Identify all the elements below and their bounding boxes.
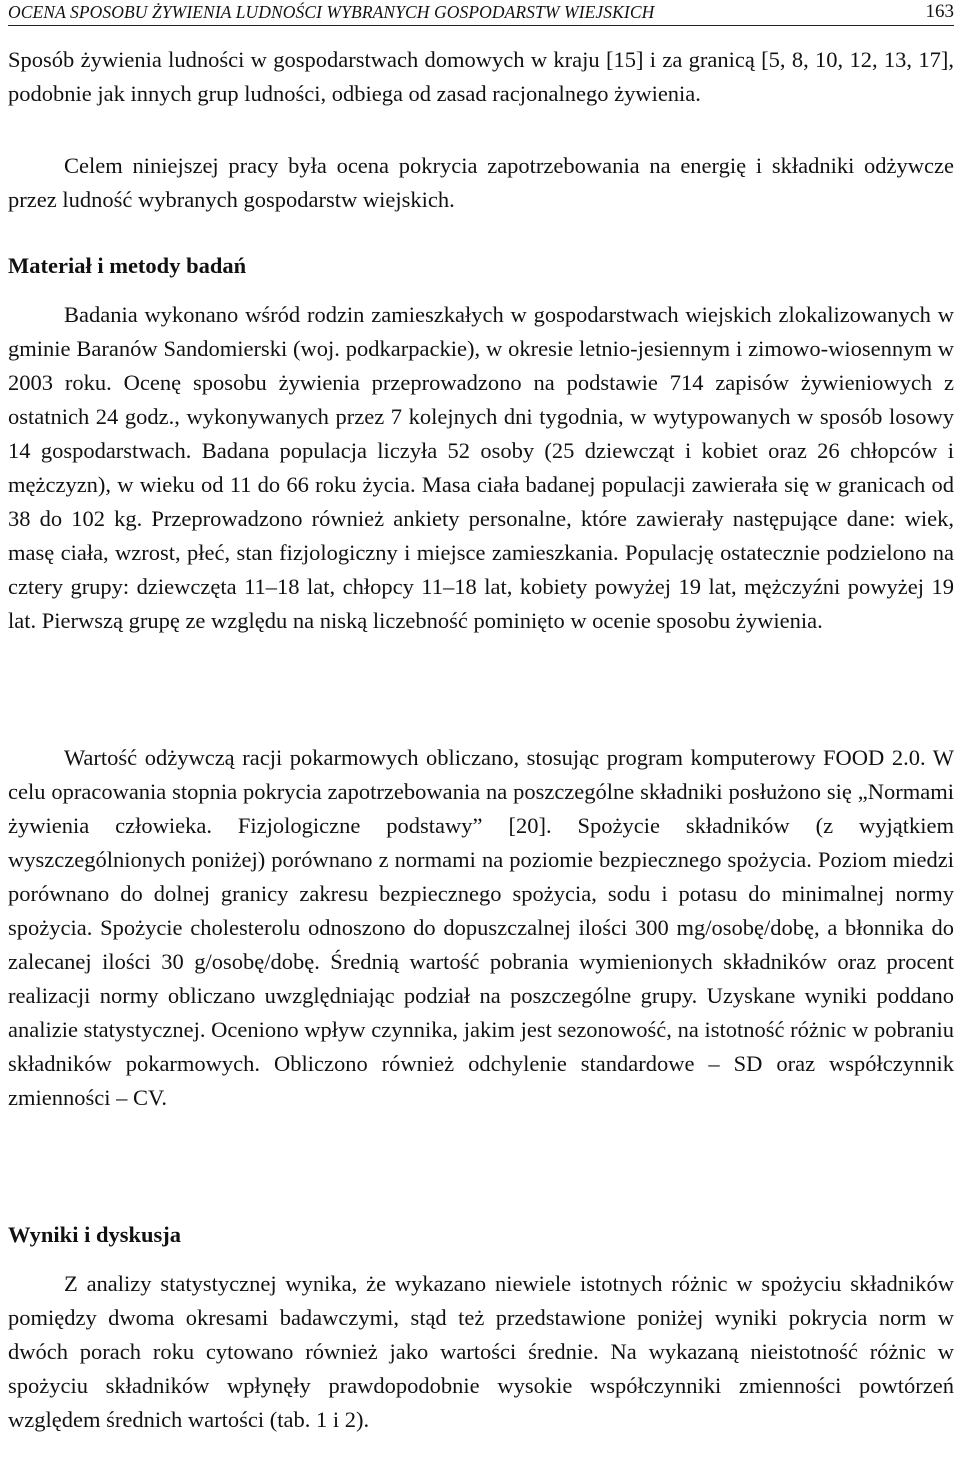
intro-paragraph: Sposób żywienia ludności w gospodarstwach domowych w kraju [15] i za granicą [5, 8, 10, 12, 13, 17], podobnie jak innych grup ludności, odbiega od zasad racjonalnego żywienia.	[8, 47, 954, 106]
header-divider	[8, 25, 954, 26]
running-header	[8, 0, 954, 24]
section-heading-methods: Materiał i metody badań	[8, 253, 247, 278]
results-paragraph-1: Z analizy statystycznej wynika, że wykazano niewiele istotnych różnic w spożyciu składników pomiędzy dwoma okresami badawczymi, stąd też przedstawione poniżej wyniki pokrycia norm w dwóch porach roku cytowano również jako wartości średnie. Na wykazaną nieistotność różnic w spożyciu składników wpłynęły prawdopodobnie wysokie współczynniki zmienności powtórzeń względem średnich wartości (tab. 1 i 2).	[8, 1271, 954, 1432]
running-header-title: OCENA SPOSOBU ŻYWIENIA LUDNOŚCI WYBRANYCH GOSPODARSTW WIEJSKICH	[8, 2, 655, 22]
methods-paragraph-2: Wartość odżywczą racji pokarmowych obliczano, stosując program komputerowy FOOD 2.0. W celu opracowania stopnia pokrycia zapotrzebowania na poszczególne składniki posłużono się „Normami żywienia człowieka. Fizjologiczne podstawy” [20]. Spożycie składników (z wyjątkiem wyszczególnionych poniżej) porównano z normami na poziomie bezpiecznego spożycia. Poziom miedzi porównano do dolnej granicy zakresu bezpiecznego spożycia, sodu i potasu do minimalnej normy spożycia. Spożycie cholesterolu odnoszono do dopuszczalnej ilości 300 mg/osobę/dobę, a błonnika do zalecanej ilości 30 g/osobę/dobę. Średnią wartość pobrania wymienionych składników oraz procent realizacji normy obliczano uwzględniając podział na poszczególne grupy. Uzyskane wyniki poddano analizie statystycznej. Oceniono wpływ czynnika, jakim jest sezonowość, na istotność różnic w pobraniu składników pokarmowych. Obliczono również odchylenie standardowe – SD oraz współczynnik zmienności – CV.	[8, 745, 954, 1110]
aim-paragraph: Celem niniejszej pracy była ocena pokrycia zapotrzebowania na energię i składniki odżywcze przez ludność wybranych gospodarstw wiejskich.	[8, 153, 954, 212]
methods-paragraph-1: Badania wykonano wśród rodzin zamieszkałych w gospodarstwach wiejskich zlokalizowanych w gminie Baranów Sandomierski (woj. podkarpackie), w okresie letnio-jesiennym i zimowo-wiosennym w 2003 roku. Ocenę sposobu żywienia przeprowadzono na podstawie 714 zapisów żywieniowych z ostatnich 24 godz., wykonywanych przez 7 kolejnych dni tygodnia, w wytypowanych w sposób losowy 14 gospodarstwach. Badana populacja liczyła 52 osoby (25 dziewcząt i kobiet oraz 26 chłopców i mężczyzn), w wieku od 11 do 66 roku życia. Masa ciała badanej populacji zawierała się w granicach od 38 do 102 kg. Przeprowadzono również ankiety personalne, które zawierały następujące dane: wiek, masę ciała, wzrost, płeć, stan fizjologiczny i miejsce zamieszkania. Populację ostatecznie podzielono na cztery grupy: dziewczęta 11–18 lat, chłopcy 11–18 lat, kobiety powyżej 19 lat, mężczyźni powyżej 19 lat. Pierwszą grupę ze względu na niską liczebność pominięto w ocenie sposobu żywienia.	[8, 302, 954, 633]
page-number: 163	[925, 1, 954, 22]
section-heading-results: Wyniki i dyskusja	[8, 1222, 181, 1247]
